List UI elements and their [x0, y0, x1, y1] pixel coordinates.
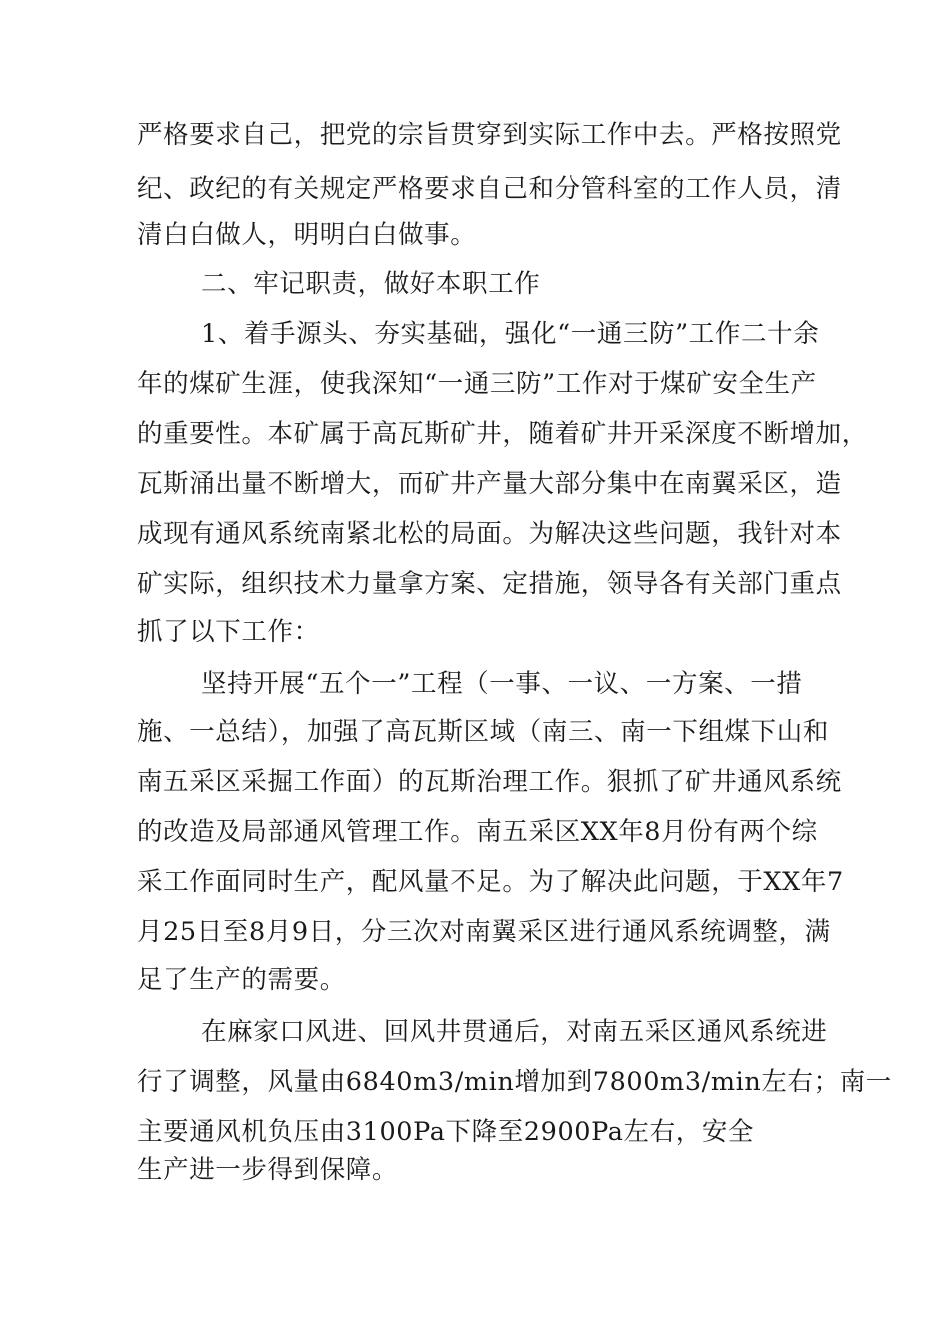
text-line: 行了调整，风量由6840m3/min增加到7800m3/min左右；南一	[137, 1067, 892, 1097]
text-line: 生产进一步得到保障。	[137, 1155, 399, 1185]
text-line: 严格要求自己，把党的宗旨贯穿到实际工作中去。严格按照党	[137, 120, 842, 150]
text-line: 南五采区采掘工作面）的瓦斯治理工作。狠抓了矿井通风系统	[137, 767, 842, 797]
text-line: 纪、政纪的有关规定严格要求自己和分管科室的工作人员，清	[137, 174, 842, 204]
text-line: 的重要性。本矿属于高瓦斯矿井，随着矿井开采深度不断增加，	[137, 419, 868, 449]
text-line: 抓了以下工作：	[137, 617, 320, 647]
text-line: 在麻家口风进、回风井贯通后，对南五采区通风系统进	[201, 1017, 828, 1047]
text-line: 月25日至8月9日，分三次对南翼采区进行通风系统调整，满	[137, 917, 831, 947]
text-line: 1、着手源头、夯实基础，强化“一通三防”工作二十余	[201, 319, 820, 349]
text-line: 采工作面同时生产，配风量不足。为了解决此问题，于XX年7	[137, 867, 844, 897]
text-line: 清白白做人，明明白白做事。	[137, 220, 477, 250]
text-line: 施、一总结），加强了高瓦斯区域（南三、南一下组煤下山和	[137, 717, 829, 747]
text-line: 成现有通风系统南紧北松的局面。为解决这些问题，我针对本	[137, 519, 842, 549]
text-line: 矿实际，组织技术力量拿方案、定措施，领导各有关部门重点	[137, 569, 842, 599]
text-line: 的改造及局部通风管理工作。南五采区XX年8月份有两个综	[137, 817, 818, 847]
text-line: 坚持开展“五个一”工程（一事、一议、一方案、一措	[201, 669, 803, 699]
text-line: 瓦斯涌出量不断增大，而矿井产量大部分集中在南翼采区，造	[137, 469, 842, 499]
section-heading: 二、牢记职责，做好本职工作	[201, 269, 541, 299]
text-line: 主要通风机负压由3100Pa下降至2900Pa左右，安全	[137, 1117, 755, 1147]
text-line: 年的煤矿生涯，使我深知“一通三防”工作对于煤矿安全生产	[137, 369, 817, 399]
text-line: 足了生产的需要。	[137, 965, 346, 995]
